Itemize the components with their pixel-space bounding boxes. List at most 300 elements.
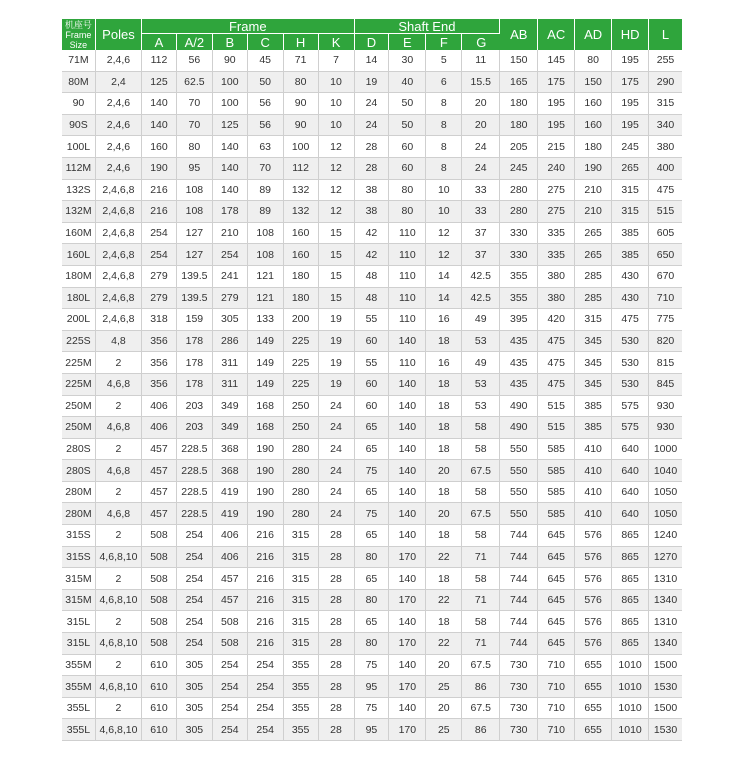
table-cell: 28 <box>319 698 355 720</box>
table-cell: 168 <box>248 396 284 418</box>
table-cell: 140 <box>389 396 426 418</box>
table-cell: 315 <box>649 93 682 115</box>
table-cell: 71 <box>462 633 500 655</box>
table-cell: 280 <box>284 482 319 504</box>
table-cell: 265 <box>575 244 612 266</box>
table-cell: 149 <box>248 374 284 396</box>
table-cell: 1000 <box>649 439 682 461</box>
table-cell: 145 <box>538 50 575 72</box>
table-body <box>62 50 682 741</box>
table-cell: 250 <box>284 417 319 439</box>
table-cell: 254 <box>213 698 248 720</box>
table-cell: 24 <box>319 396 355 418</box>
table-cell: 160 <box>142 136 177 158</box>
table-cell: 190 <box>575 158 612 180</box>
table-cell: 280 <box>284 460 319 482</box>
table-cell: 279 <box>213 288 248 310</box>
table-cell: 108 <box>177 201 213 223</box>
table-cell: 19 <box>319 331 355 353</box>
table-cell: 254 <box>142 223 177 245</box>
col-header-b: B <box>213 34 248 50</box>
table-cell: 576 <box>575 633 612 655</box>
table-cell: 355 <box>284 719 319 741</box>
table-cell: 53 <box>462 396 500 418</box>
table-cell: 930 <box>649 417 682 439</box>
table-cell: 228.5 <box>177 460 213 482</box>
motor-dimension-table <box>62 19 682 741</box>
table-cell: 20 <box>462 115 500 137</box>
table-cell: 305 <box>213 309 248 331</box>
table-cell: 15 <box>319 288 355 310</box>
table-cell: 53 <box>462 331 500 353</box>
table-cell: 610 <box>142 655 177 677</box>
table-cell: 190 <box>142 158 177 180</box>
table-cell: 286 <box>213 331 248 353</box>
table-cell: 159 <box>177 309 213 331</box>
table-cell: 170 <box>389 633 426 655</box>
table-row <box>62 50 682 72</box>
table-cell: 20 <box>426 503 462 525</box>
table-cell: 280 <box>284 439 319 461</box>
table-cell: 550 <box>500 460 538 482</box>
table-cell: 645 <box>538 611 575 633</box>
table-cell: 180 <box>284 288 319 310</box>
table-cell: 400 <box>649 158 682 180</box>
table-cell: 28 <box>319 611 355 633</box>
table-cell: 178 <box>213 201 248 223</box>
shaft-end-group-header: Shaft End <box>355 19 501 34</box>
table-cell: 305 <box>177 719 213 741</box>
poles-cell: 2,4,6,8 <box>96 201 142 223</box>
col-header-k: K <box>319 34 355 50</box>
poles-cell: 4,6,8,10 <box>96 719 142 741</box>
table-cell: 149 <box>248 352 284 374</box>
table-cell: 132 <box>284 180 319 202</box>
table-cell: 60 <box>355 396 390 418</box>
poles-cell: 4,6,8,10 <box>96 590 142 612</box>
table-cell: 132 <box>284 201 319 223</box>
table-cell: 205 <box>500 136 538 158</box>
table-cell: 215 <box>538 136 575 158</box>
table-cell: 225 <box>284 331 319 353</box>
table-cell: 315 <box>612 201 649 223</box>
table-cell: 65 <box>355 417 390 439</box>
table-row <box>62 93 682 115</box>
table-cell: 318 <box>142 309 177 331</box>
table-cell: 24 <box>319 503 355 525</box>
table-cell: 28 <box>319 676 355 698</box>
col-header-ab: AB <box>500 19 538 50</box>
table-cell: 8 <box>426 93 462 115</box>
table-row <box>62 374 682 396</box>
poles-cell: 4,6,8,10 <box>96 547 142 569</box>
poles-cell: 2 <box>96 439 142 461</box>
table-cell: 744 <box>500 590 538 612</box>
table-cell: 1270 <box>649 547 682 569</box>
frame-size-header-cn: 机座号 <box>64 19 92 30</box>
table-cell: 75 <box>355 655 390 677</box>
poles-cell: 4,6,8,10 <box>96 676 142 698</box>
table-cell: 170 <box>389 676 426 698</box>
table-cell: 108 <box>177 180 213 202</box>
poles-cell: 2,4,6 <box>96 50 142 72</box>
table-cell: 254 <box>213 719 248 741</box>
col-header-f: F <box>426 34 462 50</box>
table-cell: 14 <box>355 50 390 72</box>
table-cell: 175 <box>612 72 649 94</box>
table-cell: 210 <box>213 223 248 245</box>
table-cell: 175 <box>538 72 575 94</box>
table-cell: 18 <box>426 525 462 547</box>
table-cell: 90 <box>284 115 319 137</box>
table-cell: 80 <box>355 547 390 569</box>
table-cell: 515 <box>649 201 682 223</box>
table-cell: 315 <box>612 180 649 202</box>
table-cell: 254 <box>177 633 213 655</box>
col-header-l: L <box>649 19 682 50</box>
table-cell: 216 <box>248 568 284 590</box>
table-cell: 508 <box>142 590 177 612</box>
table-cell: 330 <box>500 223 538 245</box>
frame-size-cell: 280M <box>62 503 96 525</box>
table-cell: 195 <box>538 93 575 115</box>
table-cell: 435 <box>500 374 538 396</box>
table-cell: 380 <box>538 288 575 310</box>
table-cell: 435 <box>500 352 538 374</box>
table-cell: 30 <box>389 50 426 72</box>
table-cell: 195 <box>612 93 649 115</box>
poles-cell: 2,4,6 <box>96 115 142 137</box>
table-cell: 28 <box>319 590 355 612</box>
table-cell: 18 <box>426 439 462 461</box>
table-cell: 710 <box>538 698 575 720</box>
table-cell: 62.5 <box>177 72 213 94</box>
table-cell: 67.5 <box>462 460 500 482</box>
table-cell: 640 <box>612 503 649 525</box>
table-cell: 203 <box>177 396 213 418</box>
frame-size-cell: 71M <box>62 50 96 72</box>
table-cell: 140 <box>389 525 426 547</box>
table-cell: 815 <box>649 352 682 374</box>
table-cell: 14 <box>426 288 462 310</box>
table-cell: 355 <box>284 676 319 698</box>
table-cell: 305 <box>177 676 213 698</box>
table-cell: 70 <box>177 93 213 115</box>
frame-size-cell: 90 <box>62 93 96 115</box>
table-cell: 168 <box>248 417 284 439</box>
table-cell: 419 <box>213 503 248 525</box>
table-cell: 730 <box>500 655 538 677</box>
table-cell: 108 <box>248 223 284 245</box>
table-cell: 50 <box>248 72 284 94</box>
table-cell: 385 <box>575 417 612 439</box>
table-cell: 22 <box>426 590 462 612</box>
table-cell: 265 <box>612 158 649 180</box>
poles-cell: 2,4,6 <box>96 158 142 180</box>
table-cell: 508 <box>213 611 248 633</box>
table-cell: 200 <box>284 309 319 331</box>
table-cell: 216 <box>248 525 284 547</box>
table-cell: 18 <box>426 396 462 418</box>
table-cell: 380 <box>649 136 682 158</box>
table-cell: 311 <box>213 374 248 396</box>
table-cell: 550 <box>500 439 538 461</box>
frame-size-cell: 315S <box>62 547 96 569</box>
table-cell: 315 <box>284 611 319 633</box>
table-cell: 865 <box>612 611 649 633</box>
table-cell: 228.5 <box>177 439 213 461</box>
col-header-g: G <box>462 34 500 50</box>
table-cell: 160 <box>284 223 319 245</box>
table-cell: 60 <box>389 158 426 180</box>
table-cell: 585 <box>538 439 575 461</box>
table-cell: 60 <box>355 331 390 353</box>
table-cell: 55 <box>355 309 390 331</box>
table-cell: 25 <box>426 719 462 741</box>
table-cell: 585 <box>538 460 575 482</box>
table-cell: 140 <box>389 331 426 353</box>
table-cell: 80 <box>389 201 426 223</box>
table-cell: 280 <box>284 503 319 525</box>
table-cell: 190 <box>248 439 284 461</box>
table-cell: 279 <box>142 266 177 288</box>
frame-size-cell: 315S <box>62 525 96 547</box>
table-cell: 228.5 <box>177 482 213 504</box>
table-cell: 240 <box>538 158 575 180</box>
table-cell: 110 <box>389 309 426 331</box>
table-cell: 430 <box>612 266 649 288</box>
table-cell: 33 <box>462 201 500 223</box>
table-cell: 655 <box>575 676 612 698</box>
table-cell: 216 <box>248 590 284 612</box>
table-cell: 490 <box>500 417 538 439</box>
table-cell: 228.5 <box>177 503 213 525</box>
table-cell: 254 <box>177 547 213 569</box>
table-cell: 16 <box>426 352 462 374</box>
table-cell: 730 <box>500 676 538 698</box>
table-cell: 28 <box>355 136 390 158</box>
poles-header: Poles <box>96 19 142 50</box>
table-cell: 650 <box>649 244 682 266</box>
table-cell: 100 <box>213 93 248 115</box>
table-row <box>62 396 682 418</box>
table-cell: 28 <box>319 547 355 569</box>
poles-cell: 4,6,8 <box>96 417 142 439</box>
table-cell: 10 <box>319 115 355 137</box>
table-cell: 149 <box>248 331 284 353</box>
poles-cell: 2,4,6,8 <box>96 180 142 202</box>
frame-size-cell: 132M <box>62 201 96 223</box>
table-cell: 490 <box>500 396 538 418</box>
poles-cell: 2 <box>96 698 142 720</box>
table-cell: 457 <box>142 439 177 461</box>
table-cell: 210 <box>575 201 612 223</box>
table-cell: 75 <box>355 460 390 482</box>
table-row <box>62 568 682 590</box>
table-cell: 45 <box>248 50 284 72</box>
table-cell: 280 <box>500 201 538 223</box>
table-cell: 80 <box>389 180 426 202</box>
table-cell: 140 <box>213 158 248 180</box>
poles-cell: 2,4 <box>96 72 142 94</box>
table-cell: 349 <box>213 396 248 418</box>
table-row <box>62 180 682 202</box>
table-cell: 89 <box>248 180 284 202</box>
table-cell: 305 <box>177 655 213 677</box>
table-cell: 25 <box>426 676 462 698</box>
table-cell: 160 <box>575 115 612 137</box>
table-cell: 110 <box>389 223 426 245</box>
table-cell: 406 <box>213 547 248 569</box>
table-cell: 127 <box>177 244 213 266</box>
table-cell: 254 <box>177 525 213 547</box>
table-cell: 865 <box>612 547 649 569</box>
frame-size-cell: 280M <box>62 482 96 504</box>
table-cell: 710 <box>538 719 575 741</box>
table-cell: 1040 <box>649 460 682 482</box>
table-cell: 140 <box>142 93 177 115</box>
table-cell: 10 <box>319 93 355 115</box>
table-cell: 42.5 <box>462 266 500 288</box>
table-cell: 508 <box>142 547 177 569</box>
table-cell: 58 <box>462 439 500 461</box>
table-cell: 457 <box>213 590 248 612</box>
table-cell: 80 <box>575 50 612 72</box>
table-cell: 645 <box>538 525 575 547</box>
table-cell: 190 <box>248 503 284 525</box>
table-cell: 1050 <box>649 503 682 525</box>
table-cell: 265 <box>575 223 612 245</box>
table-cell: 315 <box>575 309 612 331</box>
table-cell: 475 <box>538 331 575 353</box>
col-header-a: A <box>142 34 177 50</box>
table-row <box>62 309 682 331</box>
table-cell: 28 <box>319 633 355 655</box>
table-cell: 1010 <box>612 655 649 677</box>
table-cell: 1340 <box>649 590 682 612</box>
table-row <box>62 266 682 288</box>
table-cell: 100 <box>213 72 248 94</box>
table-cell: 475 <box>538 374 575 396</box>
table-cell: 356 <box>142 374 177 396</box>
table-cell: 865 <box>612 633 649 655</box>
table-cell: 305 <box>177 698 213 720</box>
table-cell: 8 <box>426 115 462 137</box>
poles-cell: 2,4,6,8 <box>96 309 142 331</box>
table-cell: 1050 <box>649 482 682 504</box>
table-cell: 100 <box>284 136 319 158</box>
table-cell: 245 <box>612 136 649 158</box>
table-cell: 58 <box>462 417 500 439</box>
table-cell: 133 <box>248 309 284 331</box>
table-cell: 170 <box>389 719 426 741</box>
table-cell: 575 <box>612 396 649 418</box>
table-cell: 356 <box>142 331 177 353</box>
table-cell: 210 <box>575 180 612 202</box>
table-cell: 315 <box>284 568 319 590</box>
table-cell: 20 <box>426 698 462 720</box>
table-cell: 605 <box>649 223 682 245</box>
col-header-ad: AD <box>575 19 612 50</box>
table-cell: 65 <box>355 611 390 633</box>
table-cell: 330 <box>500 244 538 266</box>
table-cell: 12 <box>319 158 355 180</box>
table-cell: 7 <box>319 50 355 72</box>
table-cell: 550 <box>500 503 538 525</box>
table-cell: 1010 <box>612 698 649 720</box>
table-cell: 315 <box>284 547 319 569</box>
table-cell: 1310 <box>649 568 682 590</box>
table-cell: 368 <box>213 439 248 461</box>
table-cell: 710 <box>649 288 682 310</box>
poles-cell: 2,4,6,8 <box>96 266 142 288</box>
table-cell: 5 <box>426 50 462 72</box>
table-cell: 180 <box>575 136 612 158</box>
table-cell: 280 <box>500 180 538 202</box>
table-cell: 140 <box>389 655 426 677</box>
frame-size-cell: 280S <box>62 460 96 482</box>
col-header-ac: AC <box>538 19 575 50</box>
table-cell: 241 <box>213 266 248 288</box>
table-cell: 24 <box>355 115 390 137</box>
table-row <box>62 288 682 310</box>
table-cell: 508 <box>142 611 177 633</box>
poles-cell: 2,4,6,8 <box>96 288 142 310</box>
table-cell: 530 <box>612 331 649 353</box>
table-cell: 140 <box>213 136 248 158</box>
poles-cell: 2,4,6 <box>96 136 142 158</box>
table-cell: 435 <box>500 331 538 353</box>
table-cell: 385 <box>612 244 649 266</box>
table-cell: 6 <box>426 72 462 94</box>
table-cell: 640 <box>612 460 649 482</box>
table-cell: 20 <box>426 655 462 677</box>
table-cell: 139.5 <box>177 288 213 310</box>
table-cell: 550 <box>500 482 538 504</box>
table-cell: 610 <box>142 719 177 741</box>
table-cell: 42.5 <box>462 288 500 310</box>
table-cell: 195 <box>538 115 575 137</box>
table-cell: 576 <box>575 611 612 633</box>
col-header-hd: HD <box>612 19 649 50</box>
table-cell: 410 <box>575 460 612 482</box>
table-cell: 18 <box>426 417 462 439</box>
table-cell: 345 <box>575 352 612 374</box>
table-cell: 930 <box>649 396 682 418</box>
table-cell: 110 <box>389 288 426 310</box>
frame-size-header-en2: Size <box>69 39 88 50</box>
table-cell: 90 <box>284 93 319 115</box>
table-cell: 190 <box>248 460 284 482</box>
frame-size-cell: 315M <box>62 590 96 612</box>
table-row <box>62 72 682 94</box>
table-cell: 50 <box>389 115 426 137</box>
table-row <box>62 655 682 677</box>
table-cell: 355 <box>500 288 538 310</box>
frame-size-cell: 355L <box>62 719 96 741</box>
poles-cell: 2 <box>96 352 142 374</box>
table-row <box>62 460 682 482</box>
table-cell: 19 <box>319 309 355 331</box>
table-cell: 355 <box>500 266 538 288</box>
table-cell: 40 <box>389 72 426 94</box>
table-cell: 180 <box>284 266 319 288</box>
table-cell: 645 <box>538 633 575 655</box>
table-cell: 254 <box>177 568 213 590</box>
table-cell: 49 <box>462 352 500 374</box>
table-cell: 178 <box>177 331 213 353</box>
table-cell: 49 <box>462 309 500 331</box>
